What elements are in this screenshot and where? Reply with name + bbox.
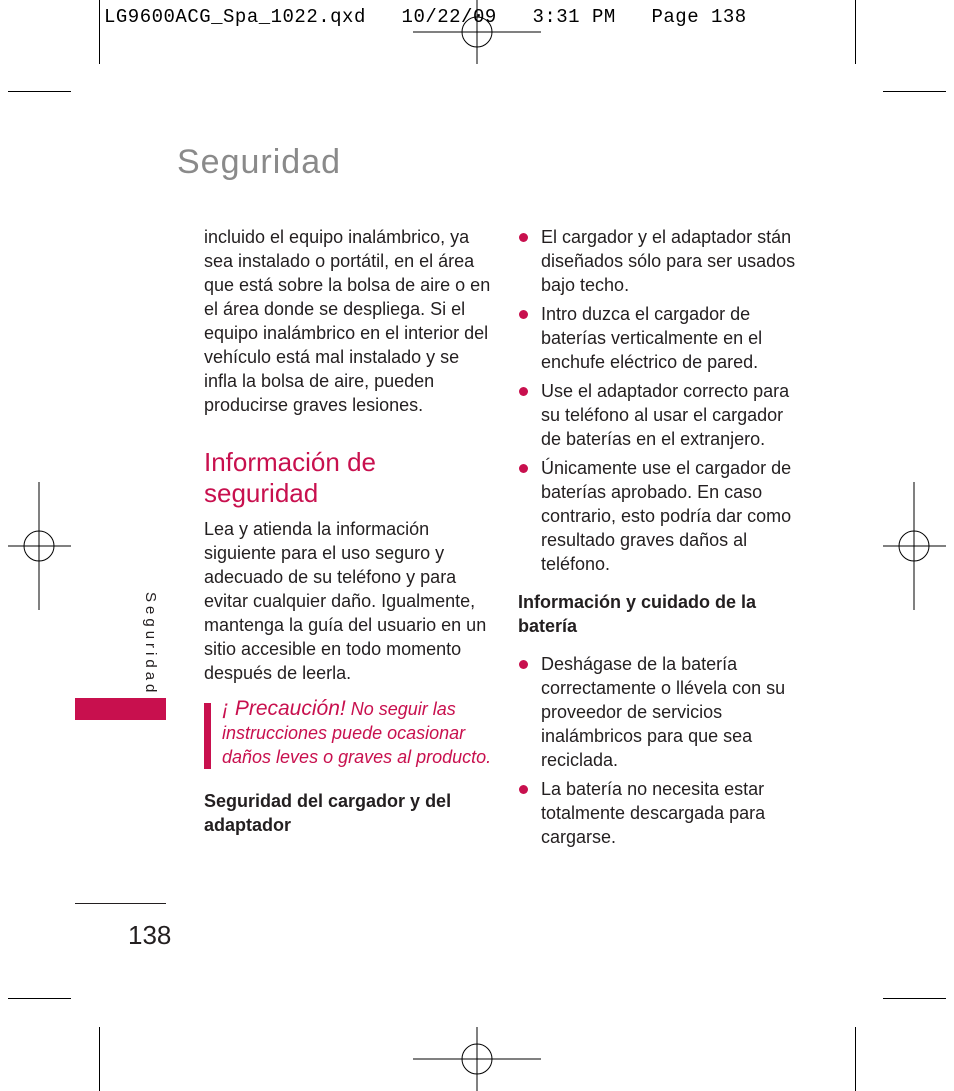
list-item <box>518 302 808 374</box>
caution-bar <box>204 703 211 769</box>
list-item-text: La batería no necesita estar totalmente descargada para cargarse. <box>541 779 766 847</box>
footer-rule <box>75 903 166 904</box>
side-tab-label: Seguridad <box>142 592 159 697</box>
crop-mark <box>8 998 71 999</box>
list-item <box>518 225 808 297</box>
caution-label: ¡ Precaución! <box>222 697 346 720</box>
list-item <box>518 652 808 772</box>
crop-mark <box>99 1027 100 1091</box>
bullet-dot-icon <box>519 233 528 242</box>
printer-slug: LG9600ACG_Spa_1022.qxd 10/22/09 3:31 PM Page 138 <box>104 6 747 28</box>
right-column <box>518 225 808 854</box>
charger-subheading: Seguridad del cargador y del adaptador <box>204 791 452 835</box>
left-column <box>204 225 494 837</box>
list-item-text: El cargador y el adaptador stán diseñados sólo para ser usados bajo techo. <box>541 227 796 295</box>
bullet-dot-icon <box>519 660 528 669</box>
list-item-text: Únicamente use el cargador de baterías aprobado. En caso contrario, esto podría dar como resultado graves daños al teléfono. <box>541 458 792 574</box>
crop-mark <box>883 998 946 999</box>
list-item-text: Use el adaptador correcto para su teléfono al usar el cargador de baterías en el extranjero. <box>541 381 790 449</box>
caution-note <box>204 697 494 769</box>
battery-subheading: Información y cuidado de la batería <box>518 592 757 636</box>
page-number: 138 <box>128 920 172 950</box>
list-item <box>518 379 808 451</box>
section-body: Lea y atienda la información siguiente para el uso seguro y adecuado de su teléfono y para evitar cualquier daño. Igualmente, mantenga la guía del usuario en un sitio accesible en todo momento después de leerla. <box>204 519 487 683</box>
section-heading: Información de seguridad <box>204 447 376 508</box>
bullet-dot-icon <box>519 464 528 473</box>
bullet-dot-icon <box>519 785 528 794</box>
registration-mark-icon <box>413 0 541 64</box>
caution-text: No seguir las instrucciones puede ocasionar daños leves o graves al producto. <box>222 699 492 767</box>
bullet-dot-icon <box>519 387 528 396</box>
intro-paragraph: incluido el equipo inalámbrico, ya sea instalado o portátil, en el área que está sobre la bolsa de aire o en el área donde se despliega. Si el equipo inalámbrico en el interior del vehículo está mal instalado y se infla la bolsa de aire, pueden producirse graves lesiones. <box>204 227 491 415</box>
crop-mark <box>99 0 100 64</box>
list-item-text: Intro duzca el cargador de baterías verticalmente en el enchufe eléctrico de pared. <box>541 304 763 372</box>
registration-mark-icon <box>8 482 71 610</box>
charger-bullet-list <box>518 225 808 576</box>
list-item <box>518 456 808 576</box>
list-item-text: Deshágase de la batería correctamente o llévela con su proveedor de servicios inalámbricos para que sea reciclada. <box>541 654 786 770</box>
list-item <box>518 777 808 849</box>
side-tab <box>75 698 166 720</box>
crop-mark <box>855 1027 856 1091</box>
bullet-dot-icon <box>519 310 528 319</box>
crop-mark <box>883 91 946 92</box>
page-title: Seguridad <box>177 143 342 181</box>
crop-mark <box>855 0 856 64</box>
registration-mark-icon <box>413 1027 541 1091</box>
crop-mark <box>8 91 71 92</box>
battery-bullet-list <box>518 652 808 849</box>
registration-mark-icon <box>883 482 946 610</box>
